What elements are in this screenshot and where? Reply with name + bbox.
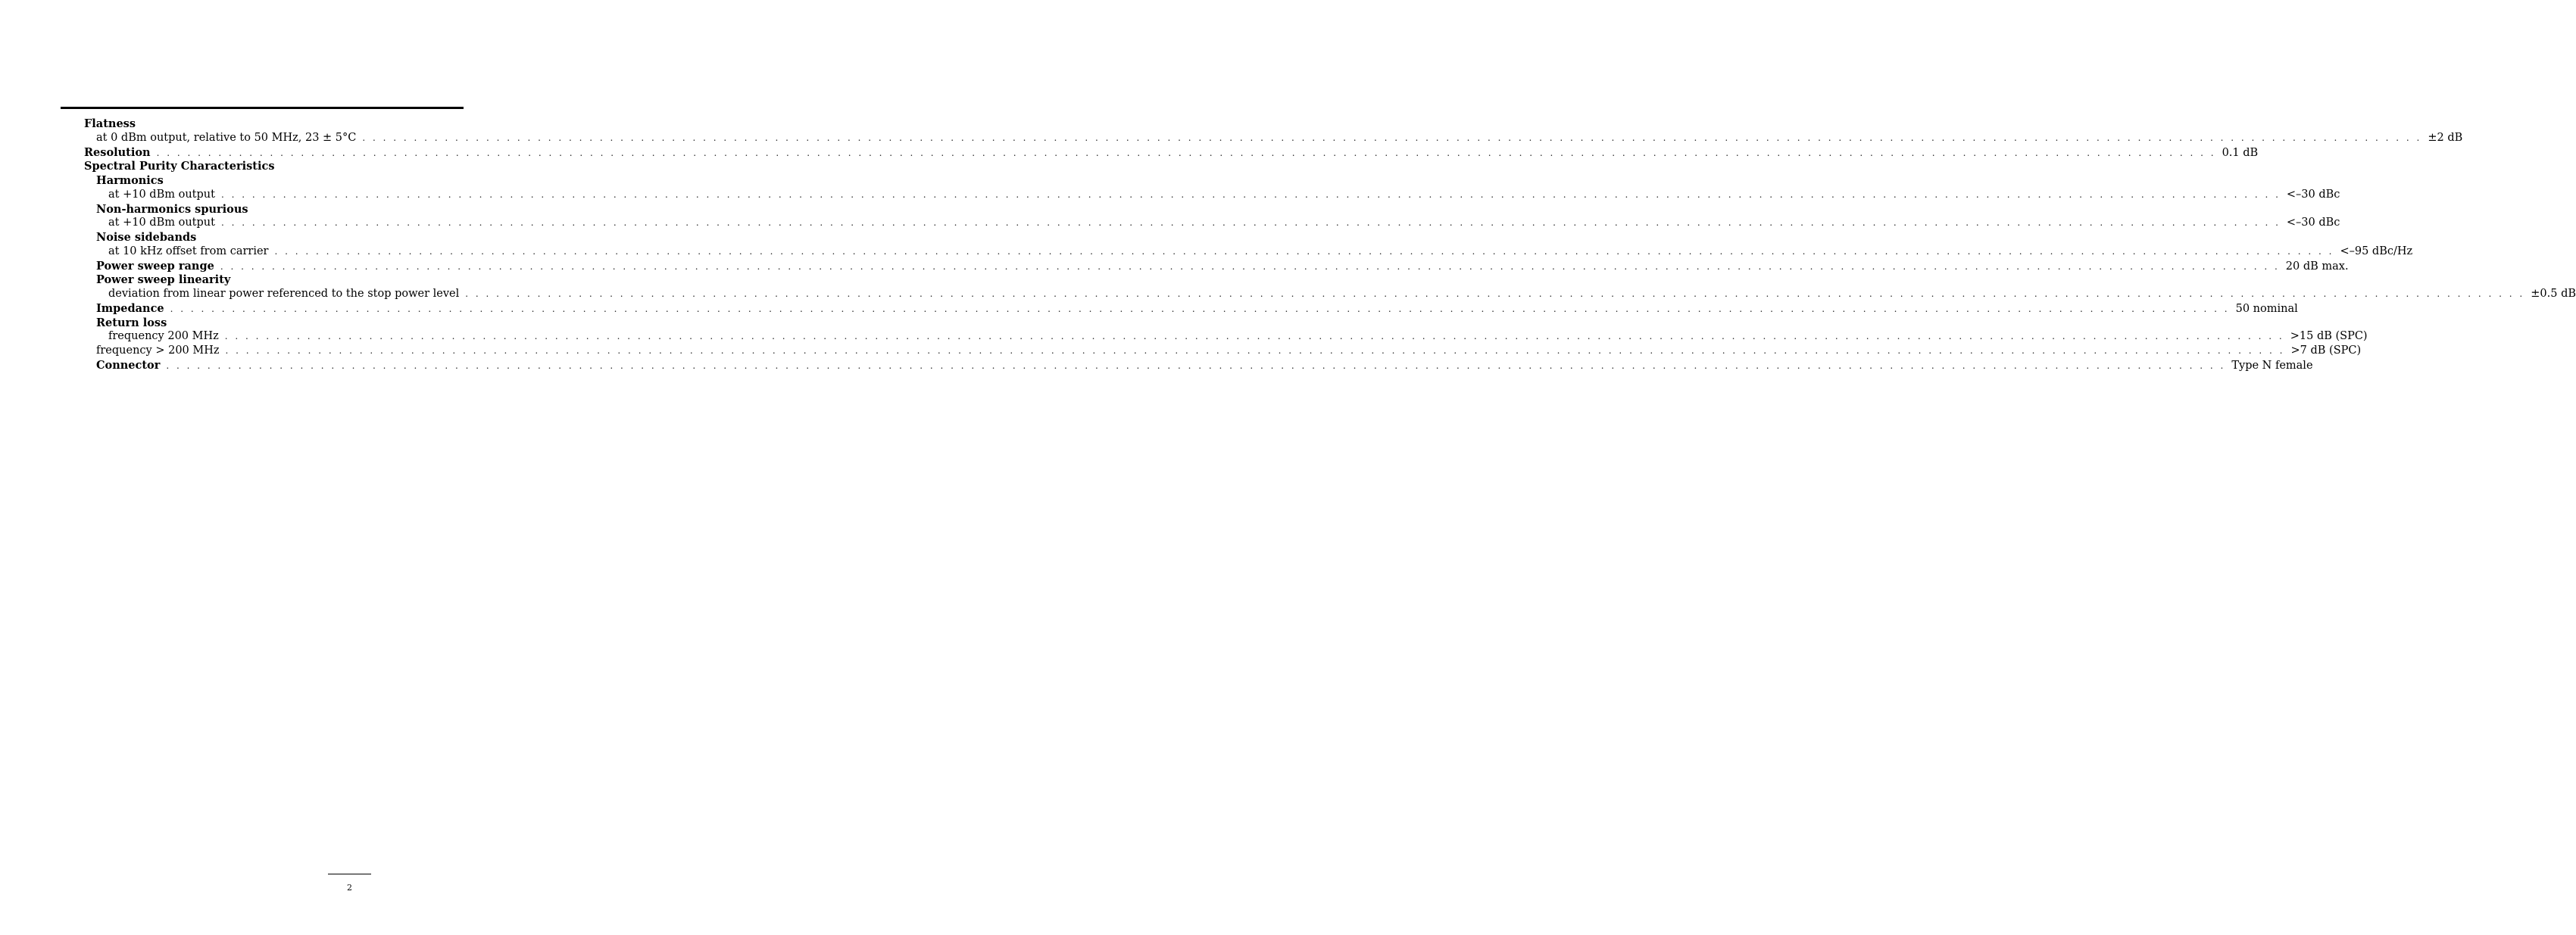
spec-row bbox=[96, 316, 167, 330]
spec-value: 0.1 dB bbox=[2222, 146, 2259, 159]
spec-heading: Non-harmonics spurious bbox=[96, 202, 248, 216]
spec-value: <–30 dBc bbox=[2286, 217, 2340, 229]
spec-row bbox=[108, 245, 2413, 259]
spec-heading: Connector bbox=[96, 358, 161, 372]
spec-label: deviation from linear power referenced to the stop power level bbox=[108, 288, 460, 300]
dot-leader: . . . . . . . . . . . . . . . . . . . . . . . . . . . . . . . . . . . . . . . . . . . . . . . . . . . . . . . . . . . . . . . . . . . . . . . . . . . . . . . . . . . . . . . . . . . . . . . . . . . . . . . . . . . . . . . . . . . . . . . . . . . . . . . . . . . . . . . . . . . . . . . . . . . . . . . . . . . . . . . . . . . . . . . . . . . . . . . . . . . . . . . . . . . . . . . . . . . . . . . . bbox=[156, 147, 2216, 158]
spec-heading: Power sweep linearity bbox=[96, 273, 231, 287]
spec-heading: Harmonics bbox=[96, 174, 164, 187]
spec-row bbox=[108, 329, 2368, 344]
spec-label: at +10 dBm output bbox=[108, 188, 215, 201]
spec-row bbox=[84, 117, 136, 131]
spec-heading: Noise sidebands bbox=[96, 231, 197, 244]
spec-heading: Impedance bbox=[96, 301, 164, 315]
spec-row bbox=[96, 273, 230, 287]
spec-value: 20 dB max. bbox=[2285, 260, 2349, 273]
spec-value: 50 nominal bbox=[2235, 302, 2298, 315]
spec-value: <–95 dBc/Hz bbox=[2340, 245, 2413, 257]
spec-row bbox=[84, 159, 275, 173]
dot-leader: . . . . . . . . . . . . . . . . . . . . . . . . . . . . . . . . . . . . . . . . . . . . . . . . . . . . . . . . . . . . . . . . . . . . . . . . . . . . . . . . . . . . . . . . . . . . . . . . . . . . . . . . . . . . . . . . . . . . . . . . . . . . . . . . . . . . . . . . . . . . . . . . . . . . . . . . . . . . . . . . . . . . . . . . . . . . . . . . . . . . . . . . . . . . . . . . . . . . . . . . bbox=[166, 360, 2226, 371]
spec-row bbox=[96, 344, 2362, 358]
dot-leader: . . . . . . . . . . . . . . . . . . . . . . . . . . . . . . . . . . . . . . . . . . . . . . . . . . . . . . . . . . . . . . . . . . . . . . . . . . . . . . . . . . . . . . . . . . . . . . . . . . . . . . . . . . . . . . . . . . . . . . . . . . . . . . . . . . . . . . . . . . . . . . . . . . . . . . . . . . . . . . . . . . . . . . . . . . . . . . . . . . . . . . . . . . . . . . . . . . . . . . . . bbox=[220, 189, 2281, 200]
spec-value: >15 dB (SPC) bbox=[2290, 330, 2368, 343]
spec-row bbox=[96, 301, 2298, 316]
spec-row bbox=[96, 173, 164, 188]
page-number: 2 bbox=[347, 883, 352, 893]
dot-leader: . . . . . . . . . . . . . . . . . . . . . . . . . . . . . . . . . . . . . . . . . . . . . . . . . . . . . . . . . . . . . . . . . . . . . . . . . . . . . . . . . . . . . . . . . . . . . . . . . . . . . . . . . . . . . . . . . . . . . . . . . . . . . . . . . . . . . . . . . . . . . . . . . . . . . . . . . . . . . . . . . . . . . . . . . . . . . . . . . . . . . . . . . . . . . . . . . . . . . . . . bbox=[224, 331, 2284, 342]
spec-row bbox=[108, 216, 2340, 230]
spec-heading: Spectral Purity Characteristics bbox=[84, 160, 275, 173]
dot-leader: . . . . . . . . . . . . . . . . . . . . . . . . . . . . . . . . . . . . . . . . . . . . . . . . . . . . . . . . . . . . . . . . . . . . . . . . . . . . . . . . . . . . . . . . . . . . . . . . . . . . . . . . . . . . . . . . . . . . . . . . . . . . . . . . . . . . . . . . . . . . . . . . . . . . . . . . . . . . . . . . . . . . . . . . . . . . . . . . . . . . . . . . . . . . . . . . . . . . . . . . bbox=[274, 245, 2334, 257]
spec-row bbox=[108, 188, 2340, 202]
dot-leader: . . . . . . . . . . . . . . . . . . . . . . . . . . . . . . . . . . . . . . . . . . . . . . . . . . . . . . . . . . . . . . . . . . . . . . . . . . . . . . . . . . . . . . . . . . . . . . . . . . . . . . . . . . . . . . . . . . . . . . . . . . . . . . . . . . . . . . . . . . . . . . . . . . . . . . . . . . . . . . . . . . . . . . . . . . . . . . . . . . . . . . . . . . . . . . . . . . . . . . . . bbox=[225, 345, 2285, 356]
spec-row bbox=[108, 287, 2576, 301]
spec-heading: Flatness bbox=[84, 117, 136, 130]
spec-row bbox=[96, 230, 196, 245]
spec-row bbox=[96, 202, 248, 217]
dot-leader: . . . . . . . . . . . . . . . . . . . . . . . . . . . . . . . . . . . . . . . . . . . . . . . . . . . . . . . . . . . . . . . . . . . . . . . . . . . . . . . . . . . . . . . . . . . . . . . . . . . . . . . . . . . . . . . . . . . . . . . . . . . . . . . . . . . . . . . . . . . . . . . . . . . . . . . . . . . . . . . . . . . . . . . . . . . . . . . . . . . . . . . . . . . . . . . . . . . . . . . . bbox=[170, 303, 2230, 314]
spec-row bbox=[96, 259, 2349, 273]
spec-row bbox=[84, 145, 2259, 160]
spec-label: at 10 kHz offset from carrier bbox=[108, 245, 269, 257]
top-rule bbox=[61, 107, 464, 109]
spec-value: ±0.5 dB bbox=[2531, 288, 2576, 300]
spec-value: >7 dB (SPC) bbox=[2290, 344, 2362, 357]
dot-leader: . . . . . . . . . . . . . . . . . . . . . . . . . . . . . . . . . . . . . . . . . . . . . . . . . . . . . . . . . . . . . . . . . . . . . . . . . . . . . . . . . . . . . . . . . . . . . . . . . . . . . . . . . . . . . . . . . . . . . . . . . . . . . . . . . . . . . . . . . . . . . . . . . . . . . . . . . . . . . . . . . . . . . . . . . . . . . . . . . . . . . . . . . . . . . . . . . . . . . . . . bbox=[362, 132, 2422, 143]
dot-leader: . . . . . . . . . . . . . . . . . . . . . . . . . . . . . . . . . . . . . . . . . . . . . . . . . . . . . . . . . . . . . . . . . . . . . . . . . . . . . . . . . . . . . . . . . . . . . . . . . . . . . . . . . . . . . . . . . . . . . . . . . . . . . . . . . . . . . . . . . . . . . . . . . . . . . . . . . . . . . . . . . . . . . . . . . . . . . . . . . . . . . . . . . . . . . . . . . . . . . . . . bbox=[465, 288, 2525, 299]
dot-leader: . . . . . . . . . . . . . . . . . . . . . . . . . . . . . . . . . . . . . . . . . . . . . . . . . . . . . . . . . . . . . . . . . . . . . . . . . . . . . . . . . . . . . . . . . . . . . . . . . . . . . . . . . . . . . . . . . . . . . . . . . . . . . . . . . . . . . . . . . . . . . . . . . . . . . . . . . . . . . . . . . . . . . . . . . . . . . . . . . . . . . . . . . . . . . . . . . . . . . . . . bbox=[220, 217, 2281, 229]
spec-heading: Power sweep range bbox=[96, 259, 214, 273]
spec-value: ±2 dB bbox=[2428, 131, 2463, 144]
spec-label: at 0 dBm output, relative to 50 MHz, 23 ± 5°C bbox=[96, 131, 357, 144]
spec-heading: Resolution bbox=[84, 145, 151, 159]
spec-heading: Return loss bbox=[96, 316, 167, 329]
dot-leader: . . . . . . . . . . . . . . . . . . . . . . . . . . . . . . . . . . . . . . . . . . . . . . . . . . . . . . . . . . . . . . . . . . . . . . . . . . . . . . . . . . . . . . . . . . . . . . . . . . . . . . . . . . . . . . . . . . . . . . . . . . . . . . . . . . . . . . . . . . . . . . . . . . . . . . . . . . . . . . . . . . . . . . . . . . . . . . . . . . . . . . . . . . . . . . . . . . . . . . . . bbox=[220, 260, 2280, 272]
spec-value: Type N female bbox=[2231, 359, 2313, 372]
spec-row bbox=[96, 131, 2463, 145]
spec-value: <–30 dBc bbox=[2286, 188, 2340, 201]
spec-row bbox=[96, 358, 2313, 372]
spec-label: at +10 dBm output bbox=[108, 217, 215, 229]
spec-label: frequency > 200 MHz bbox=[96, 344, 220, 357]
spec-label: frequency 200 MHz bbox=[108, 330, 219, 343]
